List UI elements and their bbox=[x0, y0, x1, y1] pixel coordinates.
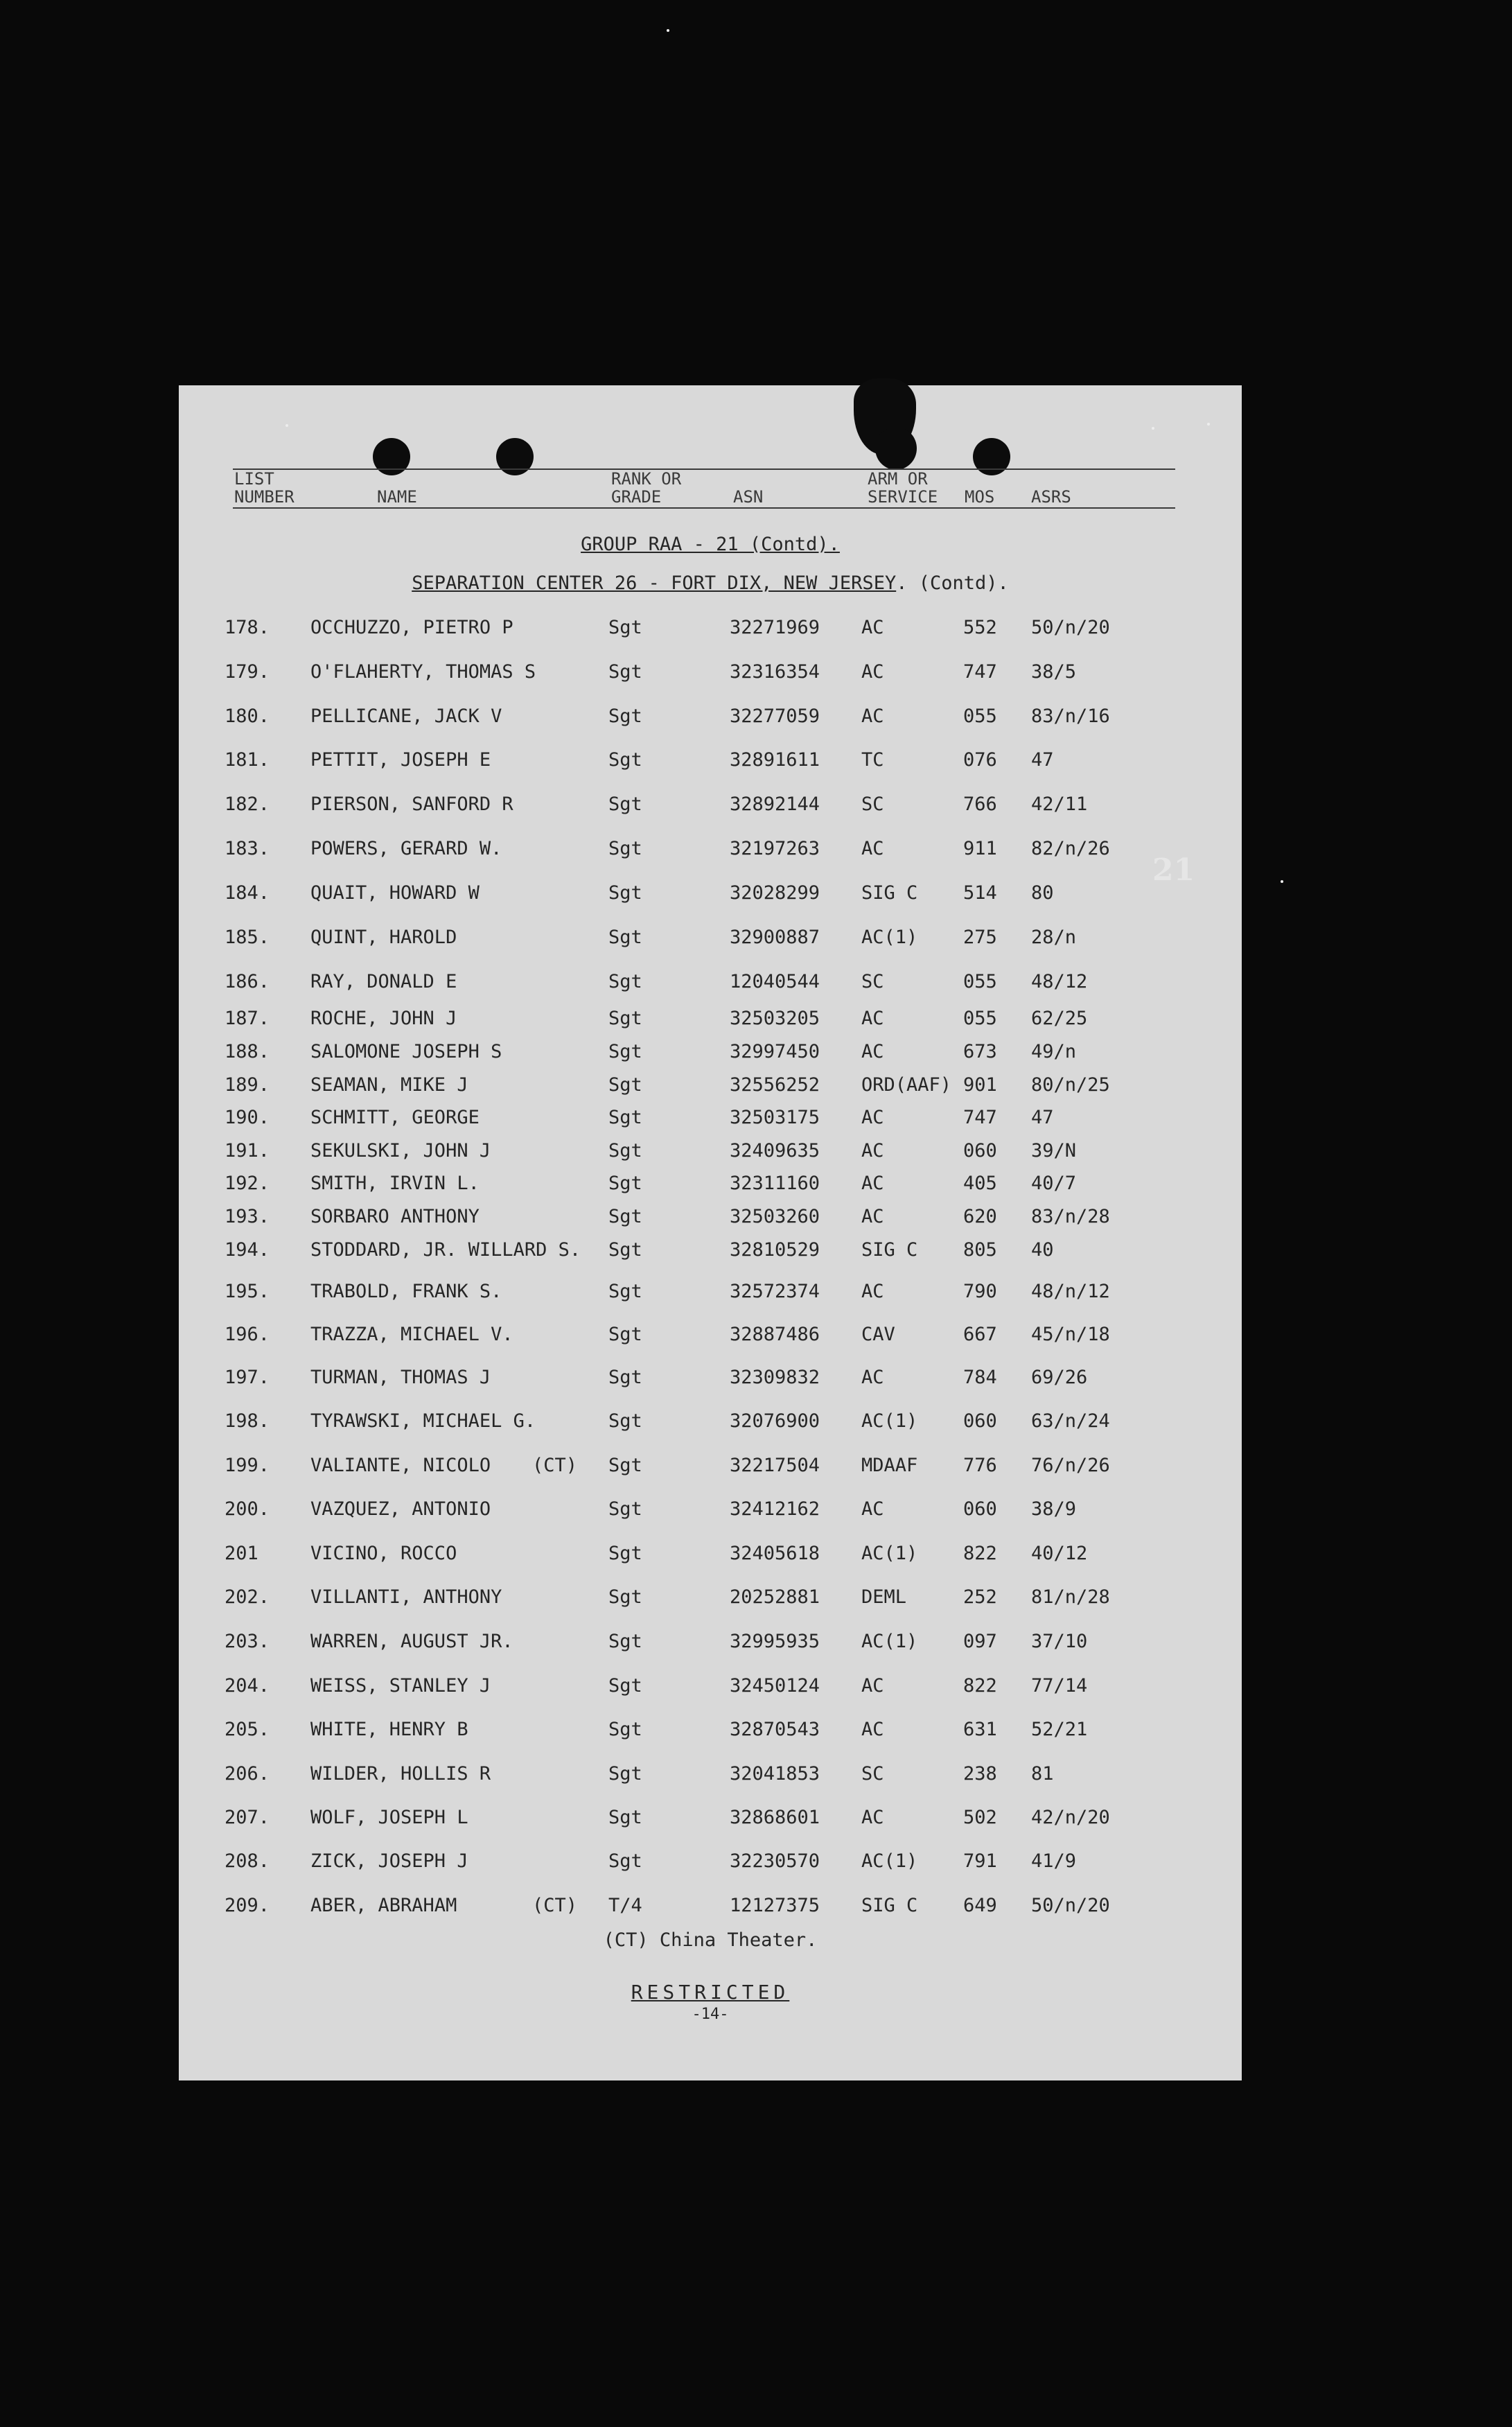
cell-mos: 747 bbox=[963, 1107, 997, 1128]
cell-asrs: 45/n/18 bbox=[1031, 1324, 1110, 1345]
cell-asn: 32271969 bbox=[730, 617, 820, 638]
table-row bbox=[179, 614, 1242, 642]
cell-asrs: 49/n bbox=[1031, 1041, 1077, 1062]
cell-name: ZICK, JOSEPH J bbox=[310, 1850, 468, 1872]
dust-speck bbox=[1152, 427, 1154, 430]
cell-list-number: 206. bbox=[225, 1763, 270, 1785]
cell-asrs: 42/n/20 bbox=[1031, 1807, 1110, 1828]
cell-arm-service: AC bbox=[861, 1807, 884, 1828]
table-row bbox=[179, 1170, 1242, 1198]
cell-name: PIERSON, SANFORD R bbox=[310, 794, 513, 815]
cell-arm-service: DEML bbox=[861, 1586, 907, 1608]
cell-asrs: 80 bbox=[1031, 882, 1054, 904]
cell-grade: Sgt bbox=[608, 971, 642, 992]
cell-asn: 32870543 bbox=[730, 1719, 820, 1740]
table-row bbox=[179, 1760, 1242, 1788]
table-row bbox=[179, 1628, 1242, 1656]
table-row bbox=[179, 1716, 1242, 1744]
cell-name: SEAMAN, MIKE J bbox=[310, 1074, 468, 1096]
cell-asn: 32197263 bbox=[730, 838, 820, 859]
cell-list-number: 180. bbox=[225, 706, 270, 727]
cell-arm-service: ORD(AAF) bbox=[861, 1074, 952, 1096]
cell-asrs: 48/n/12 bbox=[1031, 1281, 1110, 1302]
cell-grade: Sgt bbox=[608, 1763, 642, 1785]
cell-mos: 060 bbox=[963, 1140, 997, 1162]
footnote: (CT) China Theater. bbox=[603, 1929, 818, 1951]
table-row bbox=[179, 1071, 1242, 1099]
cell-asn: 32028299 bbox=[730, 882, 820, 904]
cell-asn: 32277059 bbox=[730, 706, 820, 727]
cell-name: WOLF, JOSEPH L bbox=[310, 1807, 468, 1828]
cell-name: SMITH, IRVIN L. bbox=[310, 1173, 480, 1194]
cell-asn: 32572374 bbox=[730, 1281, 820, 1302]
cell-list-number: 195. bbox=[225, 1281, 270, 1302]
cell-asn: 32997450 bbox=[730, 1041, 820, 1062]
cell-name: TYRAWSKI, MICHAEL G. bbox=[310, 1410, 536, 1432]
cell-asrs: 69/26 bbox=[1031, 1367, 1088, 1388]
cell-asn: 32409635 bbox=[730, 1140, 820, 1162]
table-row bbox=[179, 658, 1242, 686]
cell-name: QUAIT, HOWARD W bbox=[310, 882, 480, 904]
cell-asn: 32503260 bbox=[730, 1206, 820, 1227]
cell-arm-service: AC bbox=[861, 1173, 884, 1194]
cell-mos: 822 bbox=[963, 1543, 997, 1564]
cell-mos: 620 bbox=[963, 1206, 997, 1227]
document-page bbox=[179, 385, 1242, 2080]
table-row bbox=[179, 968, 1242, 996]
cell-list-number: 197. bbox=[225, 1367, 270, 1388]
cell-arm-service: AC bbox=[861, 1107, 884, 1128]
cell-list-number: 181. bbox=[225, 749, 270, 771]
cell-asrs: 48/12 bbox=[1031, 971, 1088, 992]
cell-asrs: 80/n/25 bbox=[1031, 1074, 1110, 1096]
cell-grade: Sgt bbox=[608, 1107, 642, 1128]
cell-list-number: 201 bbox=[225, 1543, 258, 1564]
cell-list-number: 178. bbox=[225, 617, 270, 638]
cell-name: O'FLAHERTY, THOMAS S bbox=[310, 661, 536, 683]
cell-grade: Sgt bbox=[608, 617, 642, 638]
cell-asrs: 41/9 bbox=[1031, 1850, 1077, 1872]
cell-asn: 32503205 bbox=[730, 1008, 820, 1029]
separation-center-name: SEPARATION CENTER 26 - FORT DIX, NEW JERSEY bbox=[412, 572, 897, 594]
table-row bbox=[179, 1278, 1242, 1306]
cell-grade: Sgt bbox=[608, 1324, 642, 1345]
cell-name: ROCHE, JOHN J bbox=[310, 1008, 457, 1029]
cell-mos: 552 bbox=[963, 617, 997, 638]
cell-grade: Sgt bbox=[608, 927, 642, 948]
cell-name: SORBARO ANTHONY bbox=[310, 1206, 480, 1227]
cell-theater-note: (CT) bbox=[532, 1455, 578, 1476]
cell-name: VILLANTI, ANTHONY bbox=[310, 1586, 502, 1608]
cell-asrs: 42/11 bbox=[1031, 794, 1088, 815]
cell-grade: Sgt bbox=[608, 1206, 642, 1227]
cell-arm-service: SC bbox=[861, 971, 884, 992]
cell-asn: 20252881 bbox=[730, 1586, 820, 1608]
cell-arm-service: AC(1) bbox=[861, 927, 918, 948]
cell-mos: 275 bbox=[963, 927, 997, 948]
cell-list-number: 185. bbox=[225, 927, 270, 948]
cell-arm-service: AC(1) bbox=[861, 1631, 918, 1652]
cell-mos: 790 bbox=[963, 1281, 997, 1302]
cell-list-number: 179. bbox=[225, 661, 270, 683]
cell-asrs: 62/25 bbox=[1031, 1008, 1088, 1029]
cell-mos: 097 bbox=[963, 1631, 997, 1652]
cell-arm-service: AC bbox=[861, 1719, 884, 1740]
cell-grade: Sgt bbox=[608, 838, 642, 859]
cell-asn: 32041853 bbox=[730, 1763, 820, 1785]
cell-arm-service: AC bbox=[861, 1206, 884, 1227]
header-rule-top bbox=[233, 468, 1175, 470]
header-arm bbox=[868, 470, 938, 506]
cell-asrs: 40/12 bbox=[1031, 1543, 1088, 1564]
cell-arm-service: AC bbox=[861, 661, 884, 683]
cell-name: WEISS, STANLEY J bbox=[310, 1675, 491, 1697]
cell-asn: 32217504 bbox=[730, 1455, 820, 1476]
cell-asrs: 47 bbox=[1031, 1107, 1054, 1128]
cell-list-number: 198. bbox=[225, 1410, 270, 1432]
cell-grade: Sgt bbox=[608, 1281, 642, 1302]
cell-list-number: 194. bbox=[225, 1239, 270, 1261]
cell-list-number: 200. bbox=[225, 1498, 270, 1520]
cell-name: ABER, ABRAHAM bbox=[310, 1895, 457, 1916]
table-row bbox=[179, 924, 1242, 952]
cell-arm-service: AC(1) bbox=[861, 1850, 918, 1872]
cell-arm-service: AC bbox=[861, 1498, 884, 1520]
cell-grade: Sgt bbox=[608, 1631, 642, 1652]
table-row bbox=[179, 1364, 1242, 1392]
cell-arm-service: SIG C bbox=[861, 1895, 918, 1916]
cell-mos: 055 bbox=[963, 706, 997, 727]
cell-asrs: 40/7 bbox=[1031, 1173, 1077, 1194]
cell-arm-service: SIG C bbox=[861, 882, 918, 904]
cell-list-number: 187. bbox=[225, 1008, 270, 1029]
cell-mos: 502 bbox=[963, 1807, 997, 1828]
table-row bbox=[179, 1038, 1242, 1066]
cell-asn: 32450124 bbox=[730, 1675, 820, 1697]
cell-name: POWERS, GERARD W. bbox=[310, 838, 502, 859]
cell-list-number: 209. bbox=[225, 1895, 270, 1916]
cell-asrs: 81/n/28 bbox=[1031, 1586, 1110, 1608]
cell-asn: 32405618 bbox=[730, 1543, 820, 1564]
cell-name: VICINO, ROCCO bbox=[310, 1543, 457, 1564]
cell-asn: 32309832 bbox=[730, 1367, 820, 1388]
cell-asn: 32311160 bbox=[730, 1173, 820, 1194]
cell-list-number: 204. bbox=[225, 1675, 270, 1697]
header-mos: MOS bbox=[965, 487, 995, 507]
cell-name: TRAZZA, MICHAEL V. bbox=[310, 1324, 513, 1345]
cell-grade: Sgt bbox=[608, 749, 642, 771]
header-text: LIST bbox=[234, 469, 274, 489]
table-row bbox=[179, 835, 1242, 863]
cell-mos: 747 bbox=[963, 661, 997, 683]
cell-arm-service: AC bbox=[861, 1140, 884, 1162]
cell-arm-service: AC bbox=[861, 1281, 884, 1302]
cell-list-number: 186. bbox=[225, 971, 270, 992]
table-row bbox=[179, 1236, 1242, 1264]
cell-arm-service: AC(1) bbox=[861, 1543, 918, 1564]
cell-grade: Sgt bbox=[608, 1719, 642, 1740]
cell-asn: 12040544 bbox=[730, 971, 820, 992]
cell-list-number: 190. bbox=[225, 1107, 270, 1128]
header-list-number bbox=[234, 470, 295, 506]
cell-asrs: 37/10 bbox=[1031, 1631, 1088, 1652]
cell-asn: 32810529 bbox=[730, 1239, 820, 1261]
table-row bbox=[179, 746, 1242, 774]
cell-mos: 667 bbox=[963, 1324, 997, 1345]
cell-list-number: 203. bbox=[225, 1631, 270, 1652]
cell-grade: Sgt bbox=[608, 706, 642, 727]
cell-mos: 060 bbox=[963, 1410, 997, 1432]
cell-asrs: 50/n/20 bbox=[1031, 617, 1110, 638]
cell-mos: 631 bbox=[963, 1719, 997, 1740]
dust-speck bbox=[1281, 880, 1283, 883]
cell-asrs: 63/n/24 bbox=[1031, 1410, 1110, 1432]
cell-asrs: 39/N bbox=[1031, 1140, 1077, 1162]
cell-name: WARREN, AUGUST JR. bbox=[310, 1631, 513, 1652]
header-rank bbox=[611, 470, 681, 506]
cell-grade: T/4 bbox=[608, 1895, 642, 1916]
cell-mos: 776 bbox=[963, 1455, 997, 1476]
cell-grade: Sgt bbox=[608, 1850, 642, 1872]
cell-name: OCCHUZZO, PIETRO P bbox=[310, 617, 513, 638]
cell-arm-service: MDAAF bbox=[861, 1455, 918, 1476]
cell-grade: Sgt bbox=[608, 1173, 642, 1194]
cell-mos: 805 bbox=[963, 1239, 997, 1261]
cell-list-number: 192. bbox=[225, 1173, 270, 1194]
cell-arm-service: AC bbox=[861, 1041, 884, 1062]
cell-mos: 055 bbox=[963, 971, 997, 992]
table-row bbox=[179, 1584, 1242, 1611]
cell-grade: Sgt bbox=[608, 1498, 642, 1520]
dust-speck bbox=[667, 29, 669, 32]
cell-mos: 911 bbox=[963, 838, 997, 859]
cell-name: SCHMITT, GEORGE bbox=[310, 1107, 480, 1128]
cell-asn: 32230570 bbox=[730, 1850, 820, 1872]
header-text: NUMBER bbox=[234, 487, 295, 507]
cell-asn: 32868601 bbox=[730, 1807, 820, 1828]
cell-list-number: 207. bbox=[225, 1807, 270, 1828]
table-row bbox=[179, 1005, 1242, 1033]
cell-list-number: 188. bbox=[225, 1041, 270, 1062]
dust-speck bbox=[285, 424, 288, 427]
cell-list-number: 196. bbox=[225, 1324, 270, 1345]
cell-asrs: 82/n/26 bbox=[1031, 838, 1110, 859]
cell-theater-note: (CT) bbox=[532, 1895, 578, 1916]
cell-list-number: 205. bbox=[225, 1719, 270, 1740]
cell-name: WILDER, HOLLIS R bbox=[310, 1763, 491, 1785]
cell-asrs: 47 bbox=[1031, 749, 1054, 771]
header-text: RANK OR bbox=[611, 469, 682, 489]
cell-grade: Sgt bbox=[608, 882, 642, 904]
cell-asrs: 76/n/26 bbox=[1031, 1455, 1110, 1476]
classification-marking: RESTRICTED bbox=[631, 1981, 790, 2004]
cell-mos: 673 bbox=[963, 1041, 997, 1062]
cell-list-number: 199. bbox=[225, 1455, 270, 1476]
cell-name: SEKULSKI, JOHN J bbox=[310, 1140, 491, 1162]
table-row bbox=[179, 1452, 1242, 1480]
table-row bbox=[179, 791, 1242, 818]
cell-mos: 060 bbox=[963, 1498, 997, 1520]
table-row bbox=[179, 879, 1242, 907]
header-name: NAME bbox=[377, 487, 417, 507]
cell-arm-service: TC bbox=[861, 749, 884, 771]
cell-list-number: 182. bbox=[225, 794, 270, 815]
header-text: ARM OR bbox=[868, 469, 928, 489]
table-row bbox=[179, 1137, 1242, 1165]
cell-asrs: 52/21 bbox=[1031, 1719, 1088, 1740]
table-row bbox=[179, 1848, 1242, 1875]
table-row bbox=[179, 1540, 1242, 1568]
cell-mos: 766 bbox=[963, 794, 997, 815]
cell-grade: Sgt bbox=[608, 1074, 642, 1096]
cell-grade: Sgt bbox=[608, 1410, 642, 1432]
cell-asrs: 38/9 bbox=[1031, 1498, 1077, 1520]
cell-asn: 32556252 bbox=[730, 1074, 820, 1096]
table-row bbox=[179, 1203, 1242, 1231]
cell-name: VALIANTE, NICOLO bbox=[310, 1455, 491, 1476]
header-text: GRADE bbox=[611, 487, 662, 507]
cell-grade: Sgt bbox=[608, 1543, 642, 1564]
group-title: GROUP RAA - 21 (Contd). bbox=[581, 534, 840, 555]
torn-hole bbox=[875, 427, 917, 470]
cell-list-number: 193. bbox=[225, 1206, 270, 1227]
page-number: -14- bbox=[692, 2006, 729, 2023]
cell-grade: Sgt bbox=[608, 1807, 642, 1828]
header-rule-bottom bbox=[233, 507, 1175, 509]
cell-mos: 901 bbox=[963, 1074, 997, 1096]
table-row bbox=[179, 703, 1242, 730]
cell-asrs: 83/n/16 bbox=[1031, 706, 1110, 727]
cell-asn: 32900887 bbox=[730, 927, 820, 948]
table-row bbox=[179, 1892, 1242, 1920]
cell-mos: 252 bbox=[963, 1586, 997, 1608]
cell-asn: 32892144 bbox=[730, 794, 820, 815]
cell-mos: 784 bbox=[963, 1367, 997, 1388]
cell-arm-service: AC bbox=[861, 1008, 884, 1029]
cell-asn: 32891611 bbox=[730, 749, 820, 771]
cell-asn: 32887486 bbox=[730, 1324, 820, 1345]
cell-grade: Sgt bbox=[608, 1675, 642, 1697]
cell-asrs: 40 bbox=[1031, 1239, 1054, 1261]
cell-name: TURMAN, THOMAS J bbox=[310, 1367, 491, 1388]
table-row bbox=[179, 1408, 1242, 1435]
cell-mos: 405 bbox=[963, 1173, 997, 1194]
cell-grade: Sgt bbox=[608, 794, 642, 815]
cell-asn: 32503175 bbox=[730, 1107, 820, 1128]
cell-mos: 649 bbox=[963, 1895, 997, 1916]
cell-list-number: 191. bbox=[225, 1140, 270, 1162]
cell-arm-service: AC bbox=[861, 838, 884, 859]
separation-center-title bbox=[179, 572, 1242, 594]
cell-grade: Sgt bbox=[608, 1008, 642, 1029]
cell-arm-service: AC bbox=[861, 1675, 884, 1697]
cell-grade: Sgt bbox=[608, 1239, 642, 1261]
cell-name: RAY, DONALD E bbox=[310, 971, 457, 992]
cell-arm-service: CAV bbox=[861, 1324, 895, 1345]
cell-asn: 32316354 bbox=[730, 661, 820, 683]
cell-list-number: 202. bbox=[225, 1586, 270, 1608]
header-asrs: ASRS bbox=[1031, 487, 1071, 507]
cell-arm-service: SC bbox=[861, 1763, 884, 1785]
cell-mos: 822 bbox=[963, 1675, 997, 1697]
table-row bbox=[179, 1804, 1242, 1832]
cell-asn: 32995935 bbox=[730, 1631, 820, 1652]
cell-asn: 32412162 bbox=[730, 1498, 820, 1520]
table-row bbox=[179, 1496, 1242, 1523]
cell-mos: 238 bbox=[963, 1763, 997, 1785]
cell-asrs: 28/n bbox=[1031, 927, 1077, 948]
table-row bbox=[179, 1104, 1242, 1132]
cell-list-number: 208. bbox=[225, 1850, 270, 1872]
cell-asrs: 50/n/20 bbox=[1031, 1895, 1110, 1916]
table-row bbox=[179, 1672, 1242, 1700]
cell-arm-service: SC bbox=[861, 794, 884, 815]
cell-list-number: 189. bbox=[225, 1074, 270, 1096]
cell-arm-service: AC bbox=[861, 1367, 884, 1388]
cell-name: TRABOLD, FRANK S. bbox=[310, 1281, 502, 1302]
cell-grade: Sgt bbox=[608, 1041, 642, 1062]
side-frame-number: 21 bbox=[1152, 852, 1195, 888]
cell-mos: 076 bbox=[963, 749, 997, 771]
cell-name: VAZQUEZ, ANTONIO bbox=[310, 1498, 491, 1520]
cell-mos: 514 bbox=[963, 882, 997, 904]
cell-arm-service: AC bbox=[861, 617, 884, 638]
header-text: SERVICE bbox=[868, 487, 938, 507]
cell-grade: Sgt bbox=[608, 1455, 642, 1476]
cell-asrs: 81 bbox=[1031, 1763, 1054, 1785]
cell-grade: Sgt bbox=[608, 1586, 642, 1608]
cell-arm-service: AC(1) bbox=[861, 1410, 918, 1432]
separation-center-suffix: . (Contd). bbox=[896, 572, 1009, 594]
cell-arm-service: SIG C bbox=[861, 1239, 918, 1261]
table-row bbox=[179, 1321, 1242, 1349]
cell-list-number: 184. bbox=[225, 882, 270, 904]
cell-asn: 32076900 bbox=[730, 1410, 820, 1432]
cell-grade: Sgt bbox=[608, 1367, 642, 1388]
cell-list-number: 183. bbox=[225, 838, 270, 859]
cell-name: WHITE, HENRY B bbox=[310, 1719, 468, 1740]
cell-grade: Sgt bbox=[608, 661, 642, 683]
cell-name: SALOMONE JOSEPH S bbox=[310, 1041, 502, 1062]
cell-name: PELLICANE, JACK V bbox=[310, 706, 502, 727]
cell-name: STODDARD, JR. WILLARD S. bbox=[310, 1239, 581, 1261]
cell-asrs: 83/n/28 bbox=[1031, 1206, 1110, 1227]
cell-mos: 791 bbox=[963, 1850, 997, 1872]
cell-name: QUINT, HAROLD bbox=[310, 927, 457, 948]
cell-name: PETTIT, JOSEPH E bbox=[310, 749, 491, 771]
cell-asrs: 38/5 bbox=[1031, 661, 1077, 683]
dust-speck bbox=[1207, 423, 1210, 426]
cell-asrs: 77/14 bbox=[1031, 1675, 1088, 1697]
cell-asn: 12127375 bbox=[730, 1895, 820, 1916]
header-asn: ASN bbox=[733, 487, 764, 507]
cell-mos: 055 bbox=[963, 1008, 997, 1029]
cell-grade: Sgt bbox=[608, 1140, 642, 1162]
cell-arm-service: AC bbox=[861, 706, 884, 727]
